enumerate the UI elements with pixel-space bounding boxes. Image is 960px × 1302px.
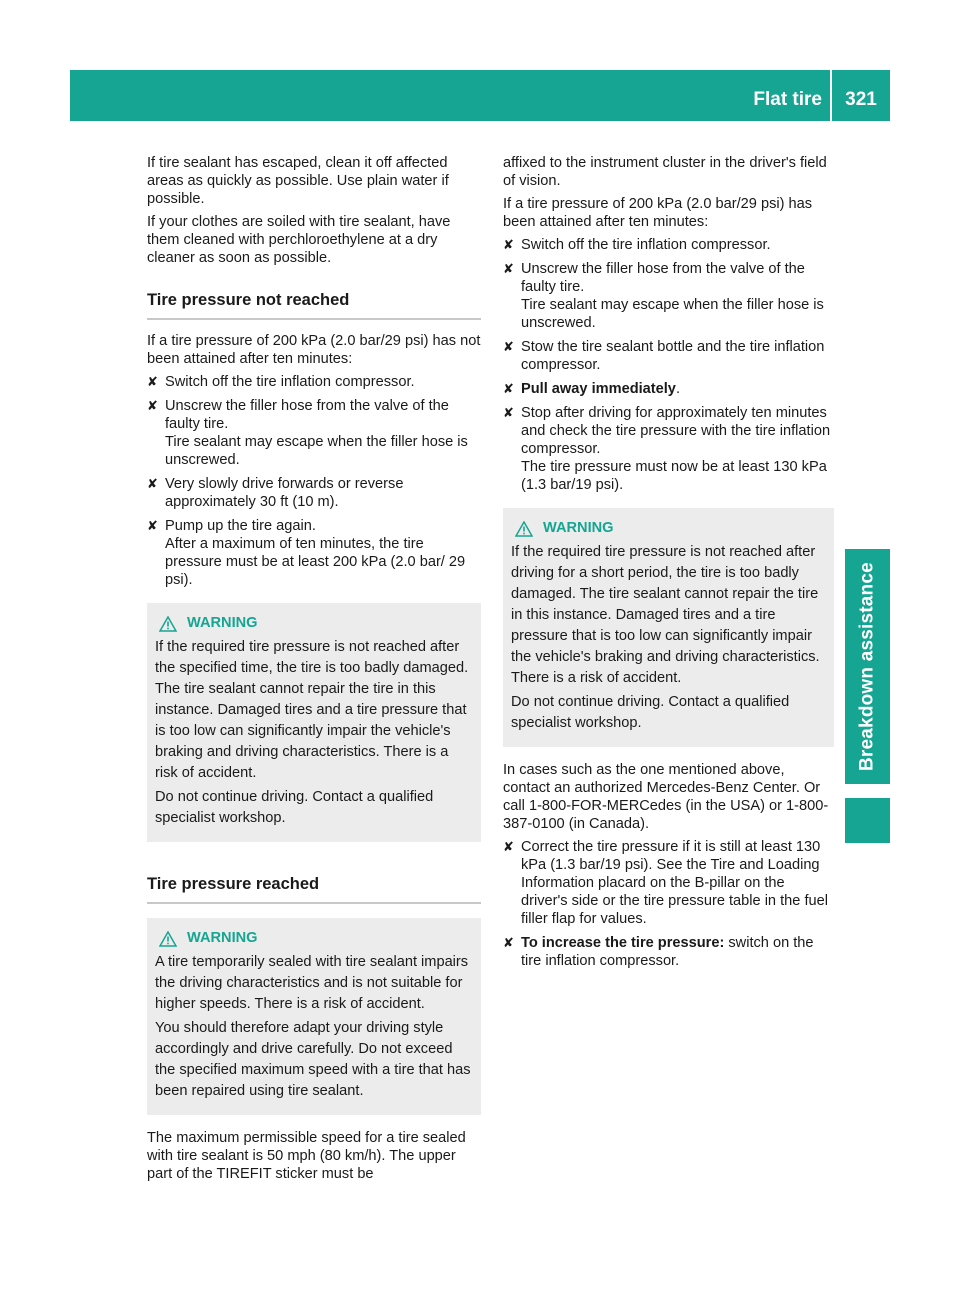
- step-text: Stow the tire sealant bottle and the tire inflation compressor.: [521, 339, 825, 373]
- intro-paragraph: If tire sealant has escaped, clean it off affected areas as quickly as possible. Use plain water if possible.: [147, 155, 449, 207]
- section-intro: If a tire pressure of 200 kPa (2.0 bar/29 psi) has not been attained after ten minutes:: [147, 333, 481, 367]
- step-text: Unscrew the filler hose from the valve of the faulty tire.: [165, 398, 449, 432]
- chapter-title: Flat tire: [753, 89, 822, 110]
- arrow-icon: ✘: [147, 476, 158, 491]
- warning-triangle-icon: [159, 616, 177, 632]
- warning-text: You should therefore adapt your driving style accordingly and drive carefully. Do not exceed the specified maximum speed with a tire that has been repaired using tire sealant.: [155, 1020, 471, 1099]
- warning-box: [147, 918, 481, 1115]
- section-intro: If a tire pressure of 200 kPa (2.0 bar/29 psi) has been attained after ten minutes:: [503, 196, 813, 230]
- warning-header: [511, 518, 826, 539]
- step-text: Unscrew the filler hose from the valve of the faulty tire.: [521, 261, 805, 295]
- page-number: 321: [845, 89, 877, 110]
- step-note: After a maximum of ten minutes, the tire pressure must be at least 200 kPa (2.0 bar/ 29 psi).: [165, 536, 466, 588]
- step-text: Switch off the tire inflation compressor.: [521, 237, 771, 253]
- arrow-icon: ✘: [503, 237, 514, 252]
- right-column: [503, 154, 834, 976]
- warning-header: [155, 613, 473, 634]
- warning-text: Do not continue driving. Contact a qualified specialist workshop.: [155, 789, 434, 826]
- increase-label: To increase the tire pressure:: [521, 935, 725, 951]
- step-item: [147, 517, 481, 589]
- continuation-paragraph: affixed to the instrument cluster in the driver's field of vision.: [503, 155, 827, 189]
- warning-text: If the required tire pressure is not reached after the specified time, the tire is too badly damaged. The tire sealant cannot repair the tire in this instance. Damaged tires and a tire pressure that is too low can significantly impair the vehicle's braking and driving characteristics. There is a risk of accident.: [155, 639, 469, 781]
- arrow-icon: ✘: [503, 381, 514, 396]
- warning-header: [155, 928, 473, 949]
- step-item: [503, 404, 834, 494]
- warning-triangle-icon: [159, 931, 177, 947]
- step-note: The tire pressure must now be at least 130 kPa (1.3 bar/19 psi).: [521, 459, 827, 493]
- warning-text: A tire temporarily sealed with tire sealant impairs the driving characteristics and is not suitable for higher speeds. There is a risk of accident.: [155, 954, 469, 1012]
- step-list: [147, 373, 481, 589]
- step-item: [147, 397, 481, 469]
- warning-label: WARNING: [187, 615, 258, 631]
- step-text: Switch off the tire inflation compressor.: [165, 374, 415, 390]
- warning-label: WARNING: [543, 520, 614, 536]
- side-tab: [845, 549, 890, 784]
- step-item: [503, 260, 834, 332]
- arrow-icon: ✘: [147, 398, 158, 413]
- step-note: Tire sealant may escape when the filler hose is unscrewed.: [165, 434, 468, 468]
- step-text: Correct the tire pressure if it is still at least 130 kPa (1.3 bar/19 psi). See the Tire and Loading Information placard on the B-pillar on the driver's side or the tire pressure table in the fuel filler flap for values.: [521, 839, 828, 927]
- warning-box: [147, 603, 481, 842]
- warning-triangle-icon: [515, 521, 533, 537]
- side-marker: [845, 798, 890, 843]
- step-list: [503, 236, 834, 494]
- contact-paragraph: In cases such as the one mentioned above, contact an authorized Mercedes-Benz Center. Or call 1-800-FOR-MERCedes (in the USA) or 1-800-387-0100 (in Canada).: [503, 762, 829, 832]
- outro-paragraph: The maximum permissible speed for a tire sealed with tire sealant is 50 mph (80 km/h). The upper part of the TIREFIT sticker must be: [147, 1130, 466, 1182]
- pull-away-text: Pull away immediately: [521, 381, 676, 397]
- intro-paragraph: If your clothes are soiled with tire sealant, have them cleaned with perchloroethylene at a dry cleaner as soon as possible.: [147, 214, 451, 266]
- step-text: Very slowly drive forwards or reverse approximately 30 ft (10 m).: [165, 476, 404, 510]
- step-text: Stop after driving for approximately ten minutes and check the tire pressure with the tire inflation compressor.: [521, 405, 831, 457]
- warning-text: Do not continue driving. Contact a qualified specialist workshop.: [511, 694, 790, 731]
- page-header: [70, 70, 890, 121]
- step-list: [503, 838, 834, 970]
- arrow-icon: ✘: [503, 405, 514, 420]
- increase-text: switch on the tire inflation compressor.: [521, 935, 814, 969]
- arrow-icon: ✘: [147, 518, 158, 533]
- arrow-icon: ✘: [503, 339, 514, 354]
- arrow-icon: ✘: [147, 374, 158, 389]
- arrow-icon: ✘: [503, 839, 514, 854]
- step-note: Tire sealant may escape when the filler hose is unscrewed.: [521, 297, 824, 331]
- step-item: [503, 934, 834, 970]
- section-heading-not-reached: Tire pressure not reached: [147, 272, 481, 320]
- warning-label: WARNING: [187, 930, 258, 946]
- warning-box: [503, 508, 834, 747]
- step-item: [503, 380, 834, 398]
- step-item: [503, 838, 834, 928]
- arrow-icon: ✘: [503, 261, 514, 276]
- step-item: [147, 475, 481, 511]
- side-tab-label: Breakdown assistance: [856, 562, 878, 771]
- step-text: Pump up the tire again.: [165, 518, 316, 534]
- step-item: [147, 373, 481, 391]
- pull-away-suffix: .: [675, 381, 680, 397]
- warning-text: If the required tire pressure is not reached after driving for a short period, the tire is too badly damaged. The tire sealant cannot repair the tire in this instance. Damaged tires and a tire pressure that is too low can significantly impair the vehicle's braking and driving characteristics. There is a risk of accident.: [511, 544, 820, 686]
- step-item: [503, 338, 834, 374]
- step-item: [503, 236, 834, 254]
- section-heading-reached: Tire pressure reached: [147, 856, 481, 904]
- arrow-icon: ✘: [503, 935, 514, 950]
- left-column: [147, 154, 481, 1188]
